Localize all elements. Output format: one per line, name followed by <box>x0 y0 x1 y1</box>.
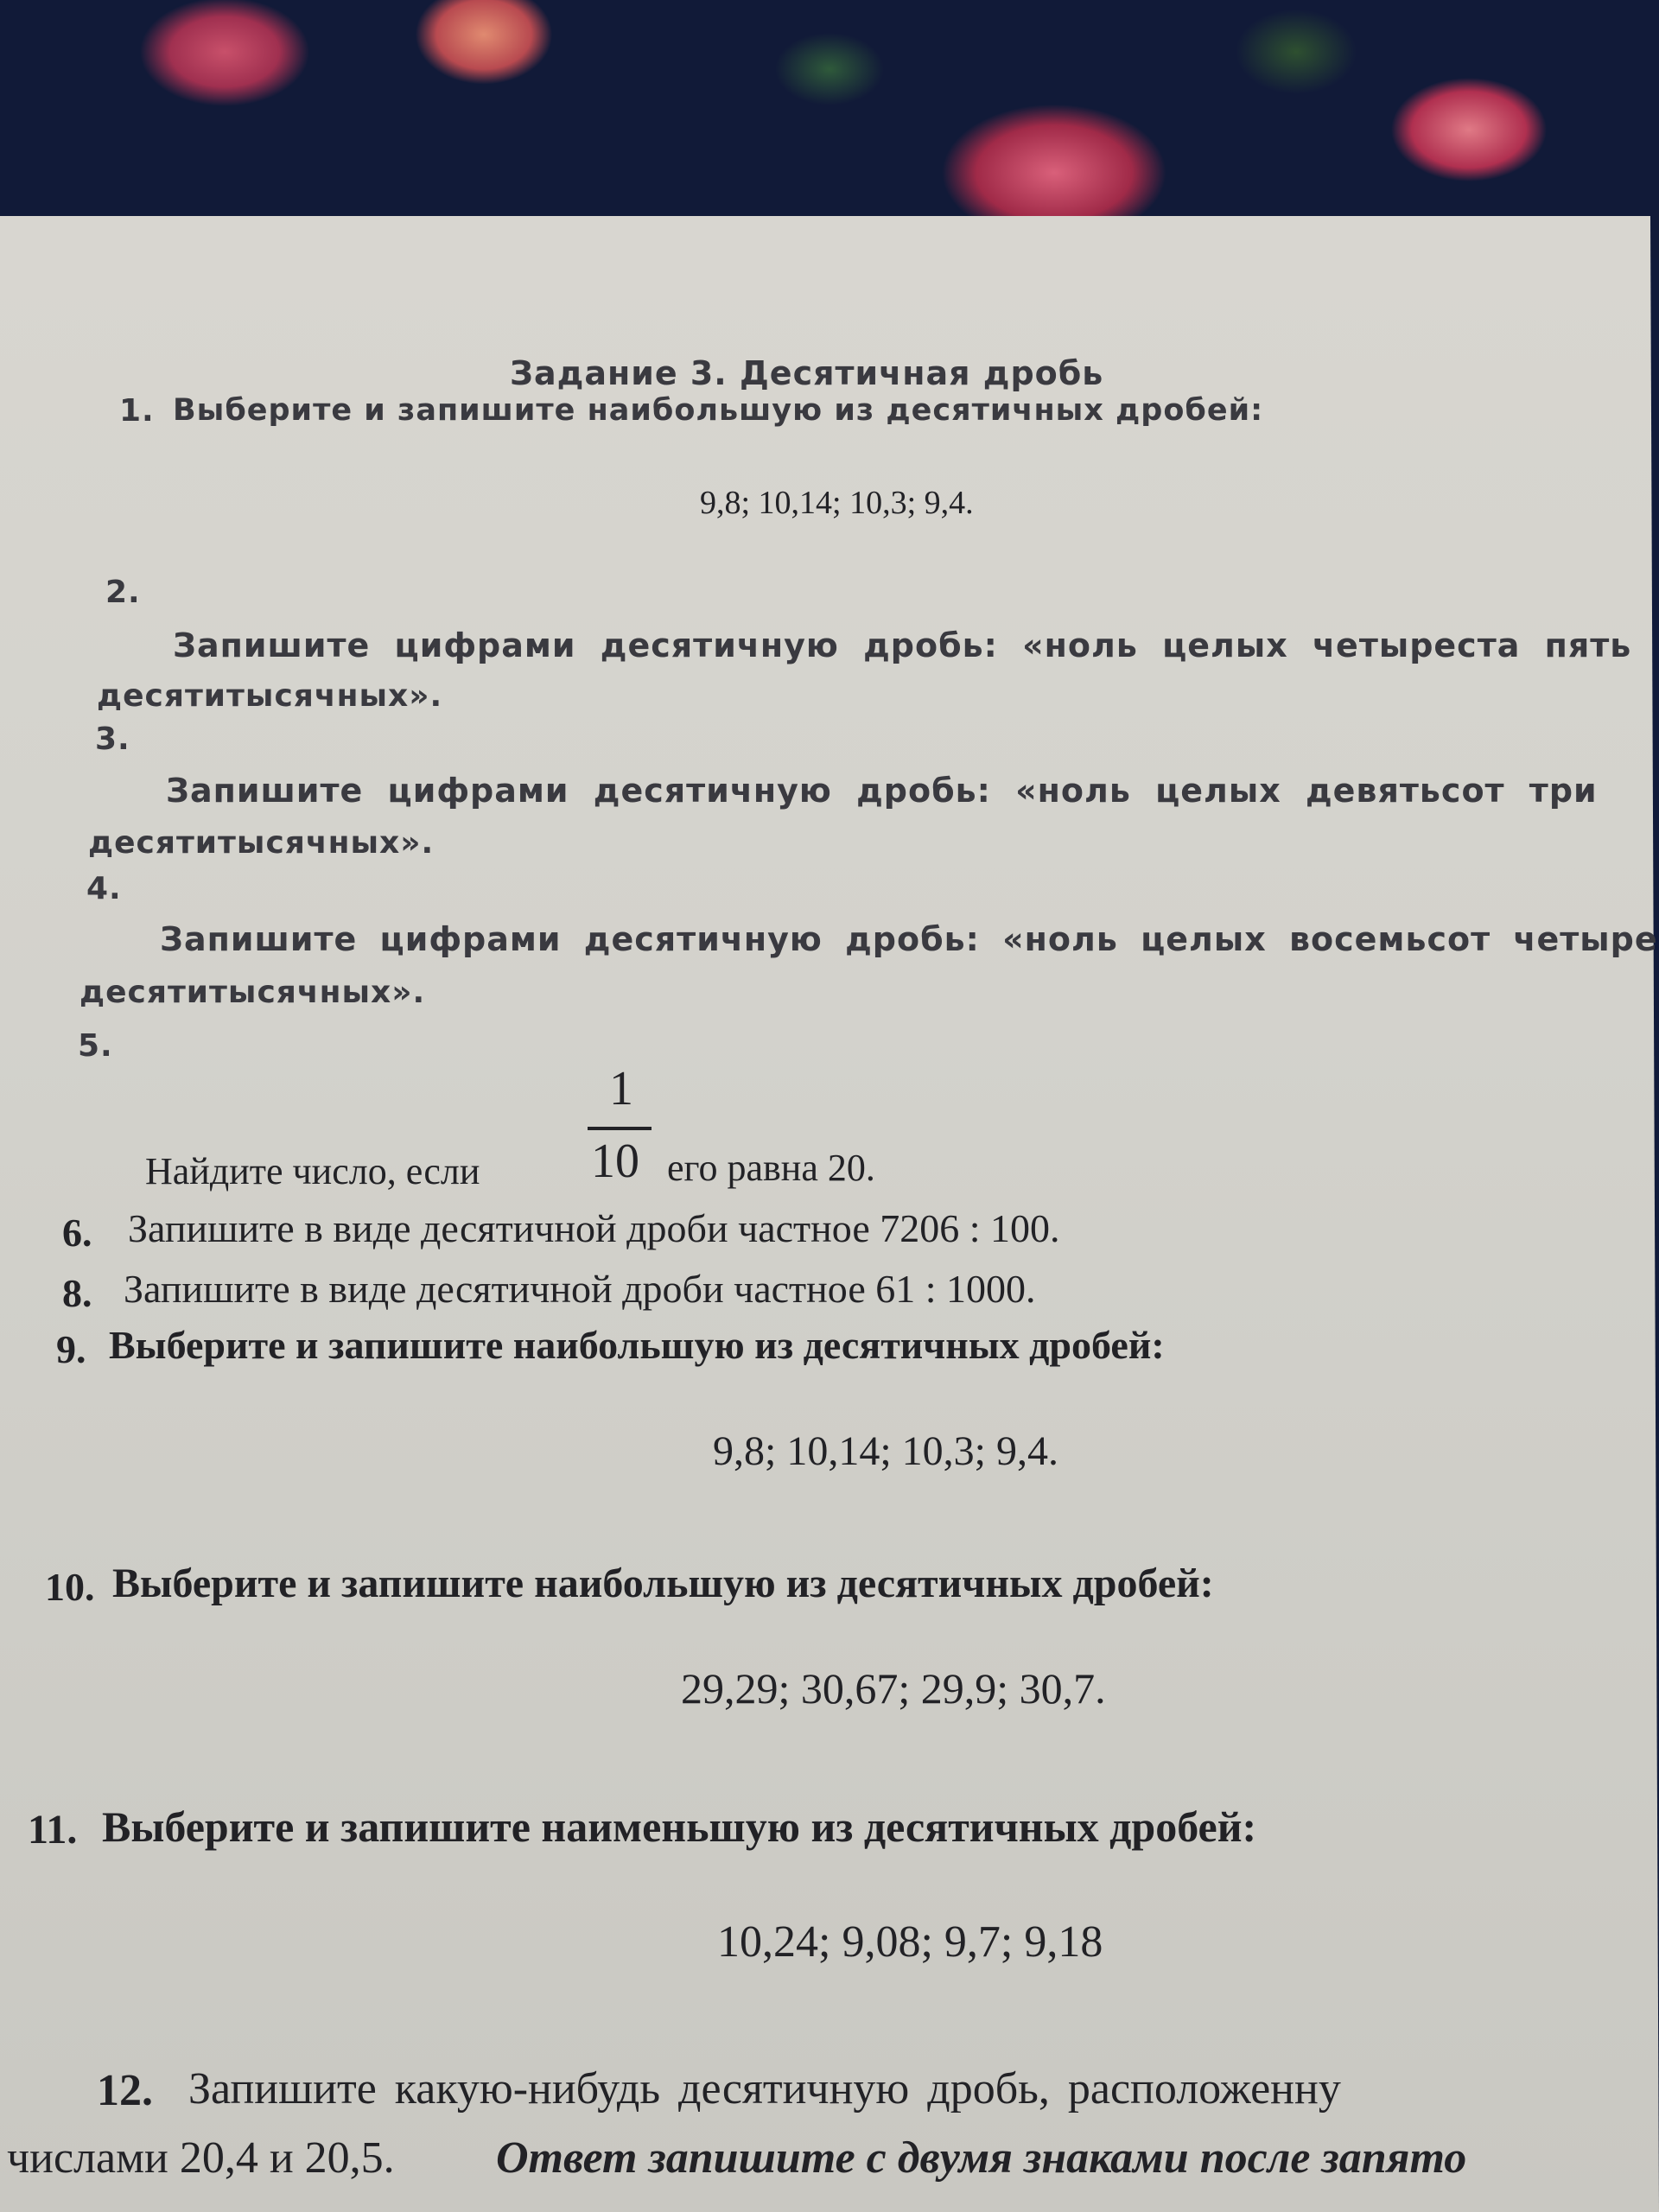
task-5-text-after: его равна 20. <box>667 1147 875 1189</box>
task-8-number: 8. <box>62 1271 92 1315</box>
task-2-line-2: десятитысячных». <box>97 678 443 714</box>
task-11-values: 10,24; 9,08; 9,7; 9,18 <box>717 1917 1103 1967</box>
task-11-number: 11. <box>28 1807 78 1853</box>
task-10-values: 29,29; 30,67; 29,9; 30,7. <box>681 1664 1106 1713</box>
task-12-line-2b: Ответ запишите с двумя знаками после запято <box>496 2133 1467 2183</box>
task-2-number: 2. <box>105 575 141 610</box>
task-9-text: Выберите и запишите наибольшую из десятичных дробей: <box>109 1323 1165 1367</box>
task-12-line-1: Запишите какую-нибудь десятичную дробь, расположенну <box>188 2064 1341 2113</box>
task-5-number: 5. <box>78 1028 113 1064</box>
task-8-text: Запишите в виде десятичной дроби частное 61 : 1000. <box>124 1267 1036 1311</box>
task-11-text: Выберите и запишите наименьшую из десятичных дробей: <box>102 1802 1257 1851</box>
task-3-number: 3. <box>95 721 130 757</box>
task-12-number: 12. <box>97 2066 153 2115</box>
task-6-text: Запишите в виде десятичной дроби частное 7206 : 100. <box>128 1206 1060 1250</box>
task-6-number: 6. <box>62 1211 92 1255</box>
task-1-text: Выберите и запишите наибольшую из десятичных дробей: <box>173 393 1264 428</box>
task-9-values: 9,8; 10,14; 10,3; 9,4. <box>713 1428 1059 1474</box>
task-3-line-1: Запишите цифрами десятичную дробь: «ноль целых девятьсот три <box>166 772 1598 810</box>
task-10-number: 10. <box>45 1565 95 1609</box>
task-2-line-1: Запишите цифрами десятичную дробь: «ноль целых четыреста пять <box>173 626 1632 664</box>
fraction-denominator: 10 <box>591 1135 639 1188</box>
fraction-numerator: 1 <box>609 1062 633 1116</box>
task-10-text: Выберите и запишите наибольшую из десятичных дробей: <box>112 1560 1214 1606</box>
fraction-bar <box>588 1127 652 1130</box>
page-title: Задание 3. Десятичная дробь <box>510 354 1104 392</box>
task-1-number: 1. <box>119 393 155 429</box>
task-9-number: 9. <box>56 1327 86 1371</box>
task-3-line-2: десятитысячных». <box>88 825 435 861</box>
task-5-text-before: Найдите число, если <box>145 1150 480 1192</box>
task-4-number: 4. <box>86 871 122 906</box>
task-1-values: 9,8; 10,14; 10,3; 9,4. <box>700 485 974 521</box>
task-4-line-2: десятитысячных». <box>79 975 426 1010</box>
task-4-line-1: Запишите цифрами десятичную дробь: «ноль целых восемьсот четыре <box>160 920 1658 958</box>
task-12-line-2a: числами 20,4 и 20,5. <box>7 2133 395 2183</box>
